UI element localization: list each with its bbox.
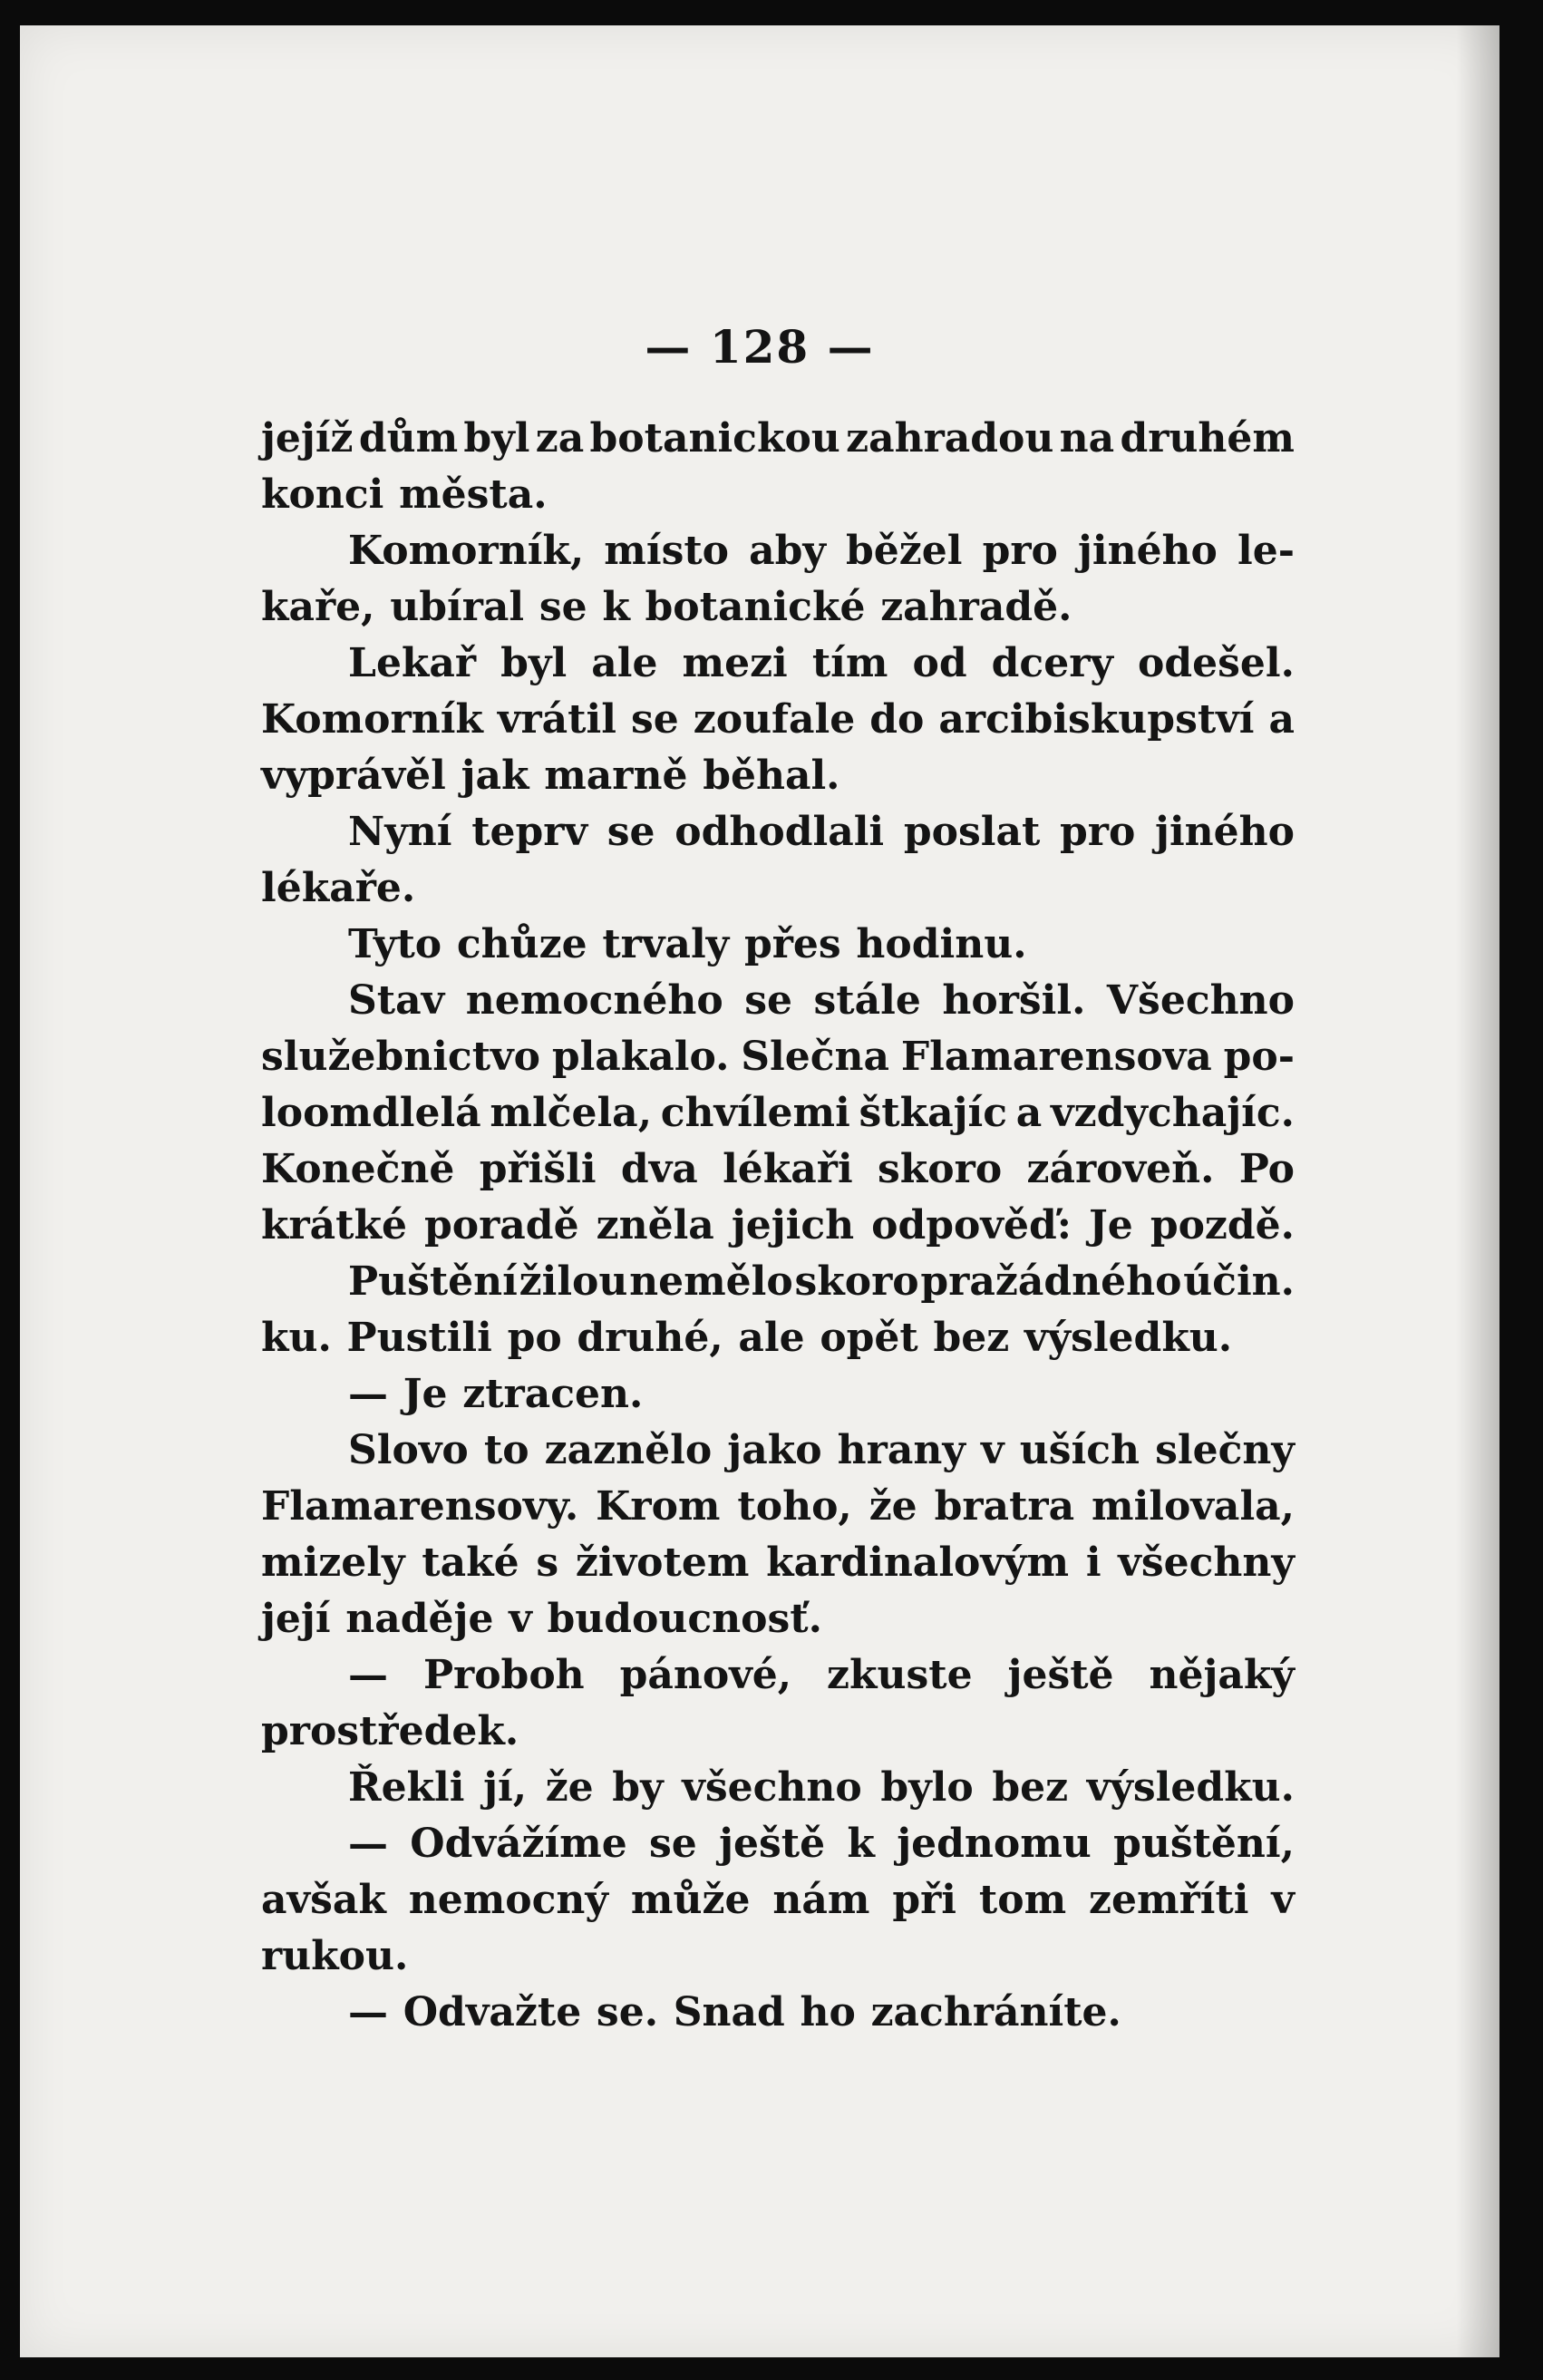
word: Slovo	[348, 1427, 469, 1473]
word: vrátil	[497, 696, 616, 743]
word: —	[348, 1989, 388, 2035]
word: ztracen.	[462, 1371, 644, 1417]
word: vyprávěl	[261, 753, 446, 799]
word: města.	[399, 471, 548, 518]
word: to	[483, 1427, 529, 1473]
text-line	[261, 1483, 1295, 1540]
word: se	[607, 809, 655, 855]
word: služebnictvo	[261, 1034, 540, 1080]
word: dcery	[991, 640, 1113, 686]
text-line	[261, 1427, 1295, 1483]
word: s	[536, 1540, 559, 1586]
word: Po	[1238, 1146, 1295, 1192]
word: marně	[544, 753, 688, 799]
word: ale	[738, 1315, 805, 1361]
word: arcibiskupství	[938, 696, 1255, 743]
word: trvaly	[602, 921, 730, 967]
word: se	[539, 584, 587, 630]
word: všechny	[1118, 1540, 1295, 1586]
text-line	[261, 1764, 1295, 1821]
text-line	[261, 977, 1295, 1034]
word: jejíž	[261, 415, 354, 461]
text-line	[261, 1146, 1295, 1202]
word: odhodlali	[674, 809, 885, 855]
word: Proboh	[422, 1652, 585, 1698]
word: Snad	[673, 1989, 785, 2035]
word: a	[1268, 696, 1295, 743]
word: v	[981, 1427, 1004, 1473]
word: hrany	[837, 1427, 966, 1473]
word: byl	[500, 640, 568, 686]
word: uších	[1019, 1427, 1140, 1473]
text-line	[261, 1933, 1295, 1989]
word: mizely	[261, 1540, 405, 1586]
text-line	[261, 528, 1295, 584]
word: dům	[358, 415, 459, 461]
text-line	[261, 1708, 1295, 1764]
word: chůze	[456, 921, 587, 967]
word: že	[869, 1483, 917, 1530]
text-line	[261, 1090, 1295, 1146]
word: Odvážíme	[410, 1821, 627, 1867]
word: k	[602, 584, 630, 630]
word: aby	[749, 528, 826, 574]
word: také	[422, 1540, 519, 1586]
word: zněla	[596, 1202, 714, 1248]
word: po-	[1223, 1034, 1295, 1080]
word: od	[912, 640, 967, 686]
word: bylo	[880, 1764, 974, 1811]
word: nemocného	[465, 977, 723, 1024]
word: le-	[1237, 528, 1295, 574]
text-line	[261, 471, 1295, 528]
word: bratra	[934, 1483, 1075, 1530]
book-page	[20, 25, 1499, 2357]
text-line	[261, 865, 1295, 921]
word: skoro	[878, 1146, 1003, 1192]
word: její	[261, 1596, 331, 1642]
text-line	[261, 1034, 1295, 1090]
word: na	[1059, 415, 1115, 461]
text-line	[261, 584, 1295, 640]
word: zachráníte.	[870, 1989, 1121, 2035]
word: přišli	[479, 1146, 597, 1192]
word: nemělo	[629, 1258, 793, 1305]
word: ubíral	[390, 584, 525, 630]
word: může	[630, 1877, 751, 1923]
word: životem	[575, 1540, 750, 1586]
word: milovala,	[1092, 1483, 1295, 1530]
word: opět	[820, 1315, 918, 1361]
word: běhal.	[703, 753, 840, 799]
word: mlčela,	[490, 1090, 653, 1136]
word: pro	[1060, 809, 1136, 855]
word: mezi	[682, 640, 788, 686]
word: zahradou	[846, 415, 1054, 461]
word: při	[892, 1877, 956, 1923]
text-line	[261, 1202, 1295, 1258]
word: jiného	[1155, 809, 1295, 855]
word: —	[348, 1821, 388, 1867]
body-text	[261, 415, 1295, 2045]
word: jiného	[1077, 528, 1218, 574]
word: štkajíc	[859, 1090, 1008, 1136]
word: poslat	[903, 809, 1041, 855]
word: se	[744, 977, 792, 1024]
word: Lekař	[348, 640, 477, 686]
word: tom	[978, 1877, 1067, 1923]
word: za	[535, 415, 585, 461]
word: bez	[933, 1315, 1010, 1361]
word: Řekli	[348, 1764, 465, 1811]
word: Krom	[596, 1483, 721, 1530]
page-number: — 128 —	[645, 320, 875, 374]
word: po	[507, 1315, 562, 1361]
word: Pustili	[346, 1315, 492, 1361]
word: Komorník	[261, 696, 483, 743]
word: konci	[261, 471, 384, 518]
word: zoufale	[693, 696, 856, 743]
word: horšil.	[942, 977, 1086, 1024]
text-line	[261, 696, 1295, 753]
word: že	[545, 1764, 594, 1811]
text-line	[261, 753, 1295, 809]
word: nějaký	[1149, 1652, 1295, 1698]
word: kaře,	[261, 584, 375, 630]
text-line	[261, 1540, 1295, 1596]
word: místo	[604, 528, 730, 574]
word: Slečna	[741, 1034, 890, 1080]
word: krátké	[261, 1202, 407, 1248]
word: zahradě.	[880, 584, 1072, 630]
word: tím	[811, 640, 888, 686]
word: botanické	[645, 584, 866, 630]
word: jednomu	[897, 1821, 1092, 1867]
word: Puštění	[348, 1258, 518, 1305]
word: Všechno	[1106, 977, 1295, 1024]
word: naděje	[345, 1596, 494, 1642]
word: běžel	[846, 528, 963, 574]
word: lékaře.	[261, 865, 416, 911]
word: lékaři	[723, 1146, 853, 1192]
text-line	[261, 1315, 1295, 1371]
text-line	[261, 1821, 1295, 1877]
word: Konečně	[261, 1146, 455, 1192]
word: odpověď:	[871, 1202, 1072, 1248]
word: pozdě.	[1150, 1202, 1295, 1248]
word: do	[869, 696, 925, 743]
text-line	[261, 921, 1295, 977]
word: ještě	[719, 1821, 826, 1867]
word: se.	[596, 1989, 659, 2035]
word: pražádného	[920, 1258, 1182, 1305]
word: ještě	[1007, 1652, 1114, 1698]
word: nám	[772, 1877, 870, 1923]
word: zároveň.	[1026, 1146, 1215, 1192]
word: stále	[813, 977, 921, 1024]
word: toho,	[737, 1483, 852, 1530]
text-line	[261, 1371, 1295, 1427]
word: vzdychajíc.	[1051, 1090, 1295, 1136]
word: jak	[461, 753, 529, 799]
word: Je	[403, 1371, 448, 1417]
word: jejich	[731, 1202, 855, 1248]
word: Tyto	[348, 921, 442, 967]
text-line	[261, 415, 1295, 471]
text-line	[261, 1989, 1295, 2045]
word: odešel.	[1138, 640, 1295, 686]
page-edge-shadow	[1456, 25, 1499, 2357]
word: by	[612, 1764, 664, 1811]
word: Je	[1088, 1202, 1133, 1248]
word: zaznělo	[544, 1427, 713, 1473]
text-line	[261, 809, 1295, 865]
word: dva	[620, 1146, 698, 1192]
word: přes	[743, 921, 841, 967]
word: pro	[982, 528, 1058, 574]
word: skoro	[794, 1258, 919, 1305]
word: a	[1015, 1090, 1043, 1136]
word: teprv	[471, 809, 588, 855]
word: botanickou	[589, 415, 840, 461]
word: loomdlelá	[261, 1090, 481, 1136]
word: kardinalovým	[766, 1540, 1070, 1586]
word: hodinu.	[856, 921, 1027, 967]
word: se	[630, 696, 679, 743]
word: zemříti	[1089, 1877, 1249, 1923]
word: k	[847, 1821, 875, 1867]
word: ale	[591, 640, 658, 686]
word: výsledku.	[1024, 1315, 1233, 1361]
word: pánové,	[619, 1652, 792, 1698]
word: prostředek.	[261, 1708, 519, 1754]
text-line	[261, 1877, 1295, 1933]
text-line	[261, 1596, 1295, 1652]
word: —	[348, 1371, 388, 1417]
word: žilou	[519, 1258, 628, 1305]
word: puštění,	[1113, 1821, 1295, 1867]
word: poradě	[424, 1202, 579, 1248]
word: výsledku.	[1086, 1764, 1295, 1811]
word: Flamarensovy.	[261, 1483, 579, 1530]
word: jí,	[483, 1764, 528, 1811]
text-line	[261, 1652, 1295, 1708]
word: účin.	[1183, 1258, 1295, 1305]
word: se	[649, 1821, 697, 1867]
word: Komorník,	[348, 528, 585, 574]
word: Stav	[348, 977, 445, 1024]
word: —	[348, 1652, 388, 1698]
word: všechno	[682, 1764, 862, 1811]
word: zkuste	[827, 1652, 973, 1698]
word: avšak	[261, 1877, 386, 1923]
word: druhé,	[577, 1315, 723, 1361]
word: ho	[800, 1989, 856, 2035]
word: byl	[463, 415, 530, 461]
text-line	[261, 640, 1295, 696]
word: rukou.	[261, 1933, 409, 1979]
word: ku.	[261, 1315, 332, 1361]
word: budoucnosť.	[547, 1596, 822, 1642]
word: jako	[727, 1427, 822, 1473]
word: Odvažte	[403, 1989, 582, 2035]
word: chvílemi	[660, 1090, 850, 1136]
word: plakalo.	[551, 1034, 730, 1080]
word: druhém	[1120, 415, 1295, 461]
word: v	[509, 1596, 532, 1642]
word: slečny	[1155, 1427, 1295, 1473]
word: Flamarensova	[900, 1034, 1212, 1080]
word: i	[1085, 1540, 1101, 1586]
text-line	[261, 1258, 1295, 1315]
word: v	[1271, 1877, 1295, 1923]
word: bez	[992, 1764, 1069, 1811]
word: Nyní	[348, 809, 452, 855]
word: nemocný	[408, 1877, 608, 1923]
